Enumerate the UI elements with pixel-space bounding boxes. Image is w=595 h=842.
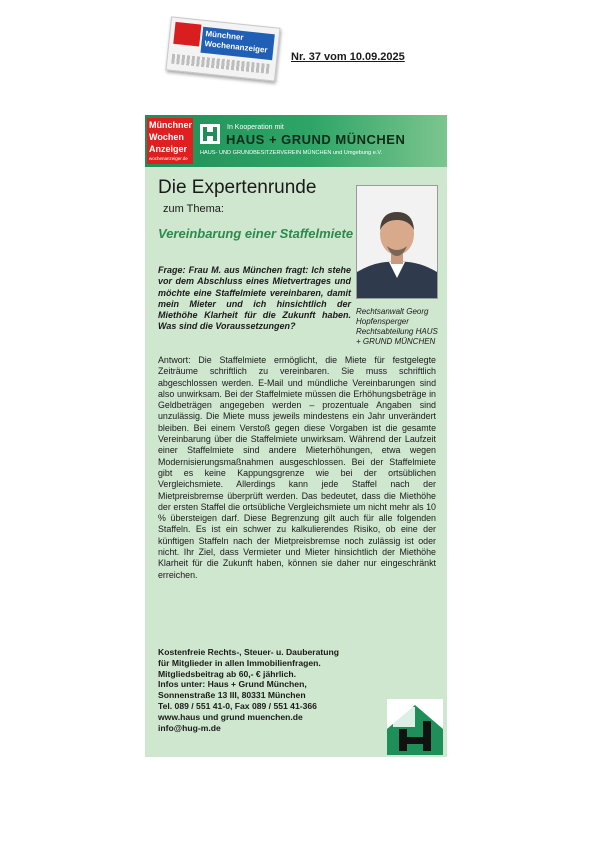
badge-line-3: Anzeiger xyxy=(149,144,188,154)
footer-email-link[interactable]: info@hug-m.de xyxy=(158,722,221,733)
article-card xyxy=(145,115,447,757)
topic-title: Vereinbarung einer Staffelmiete xyxy=(158,226,354,241)
card-header xyxy=(145,115,447,167)
expert-portrait-image xyxy=(357,186,437,298)
footer-website-link[interactable]: www.haus und grund muenchen.de xyxy=(158,711,303,722)
footer-line: Sonnenstraße 13 III, 80331 München xyxy=(158,690,306,701)
footer-line: Infos unter: Haus + Grund München, xyxy=(158,679,307,690)
footer-line: für Mitglieder in allen Immobilienfragen. xyxy=(158,657,321,668)
photo-caption: Rechtsanwalt Georg Hopfensperger Rechtsabteilung HAUS + GRUND MÜNCHEN xyxy=(356,307,438,346)
contact-footer xyxy=(158,647,394,733)
badge-line-1: Münchner xyxy=(149,120,193,130)
badge-line-4: wochenanzeiger.de xyxy=(149,156,188,161)
newspaper-logo-red-block xyxy=(173,22,201,47)
organization-title: HAUS + GRUND MÜNCHEN xyxy=(226,132,406,147)
newspaper-logo xyxy=(165,16,280,81)
newspaper-logo-line1: Münchner xyxy=(205,29,245,43)
haus-grund-corner-logo xyxy=(387,699,443,755)
issue-label: Nr. 37 vom 10.09.2025 xyxy=(291,51,405,63)
topic-intro: zum Thema: xyxy=(163,203,224,215)
cooperation-label: In Kooperation mit xyxy=(227,124,284,131)
newspaper-logo-line2: Wochenanzeiger xyxy=(203,39,269,55)
haus-grund-logo-icon xyxy=(200,124,220,144)
badge-line-2: Wochen xyxy=(149,132,184,142)
haus-grund-corner-logo-icon xyxy=(387,699,443,755)
organization-subtitle: HAUS- UND GRUNDBESITZERVEREIN MÜNCHEN und Umgebung e.V. xyxy=(200,150,383,156)
newspaper-logo-title xyxy=(200,27,274,60)
expert-answer: Antwort: Die Staffelmiete ermöglicht, die Miete für festgelegte Zeiträume schriftlich zu vereinbaren. Sie muss schriftlich abgeschlossen werden. E-Mail und mündliche Vereinbarungen sind also unwirksam. Bei der Staffelmiete müssen die Erhöhungsbeträge in Geldbeträgen angegeben werden – prozentuale Angaben sind unzulässig. Die Miete muss jeweils mindestens ein Jahr unverändert bleiben. Bei einem Verstoß gegen diese Vorgaben ist die gesamte Vereinbarung über die Staffelmiete unwirksam. Während der Laufzeit einer Staffelmiete sind andere Mieterhöhungen, etwa wegen Modernisierungsmaßnahmen ausgeschlossen. Bei der Staffelmiete gibt es keine Kappungsgrenze wie bei der ortsüblichen Vergleichsmiete. Allerdings kann jede Staffel nach der Mietpreisbremse überprüft werden. Das bedeutet, dass die Miethöhe der ersten Staffel die ortsübliche Vergleichsmiete um nicht mehr als 10 % übersteigen darf. Diese Begrenzung gilt auch für alle folgenden Staffeln. Es ist ein schwer zu kalkulierendes Risiko, ob eine der künftigen Staffeln nach der Mietpreisbremse noch zulässig ist oder nicht. Ihr Ziel, dass Vermieter und Mieter hinsichtlich der Miethöhe Klarheit für die Zukunft haben, können sie daher nur eingeschränkt erreichen. xyxy=(158,355,436,580)
expert-photo xyxy=(356,185,438,299)
reader-question: Frage: Frau M. aus München fragt: Ich stehe vor dem Abschluss eines Mietvertrages und möchte eine Staffelmiete vereinbaren, damit mein Mieter und ich hinsichtlich der Miethöhe Klarheit für die Zukunft haben. Was sind die Voraussetzungen? xyxy=(158,265,351,332)
article-heading: Die Expertenrunde xyxy=(158,177,317,198)
wochenanzeiger-badge xyxy=(147,118,193,164)
footer-line: Tel. 089 / 551 41-0, Fax 089 / 551 41-366 xyxy=(158,700,317,711)
footer-line: Mitgliedsbeitrag ab 60,- € jährlich. xyxy=(158,668,297,679)
footer-line: Kostenfreie Rechts-, Steuer- u. Dauberatung xyxy=(158,647,339,657)
